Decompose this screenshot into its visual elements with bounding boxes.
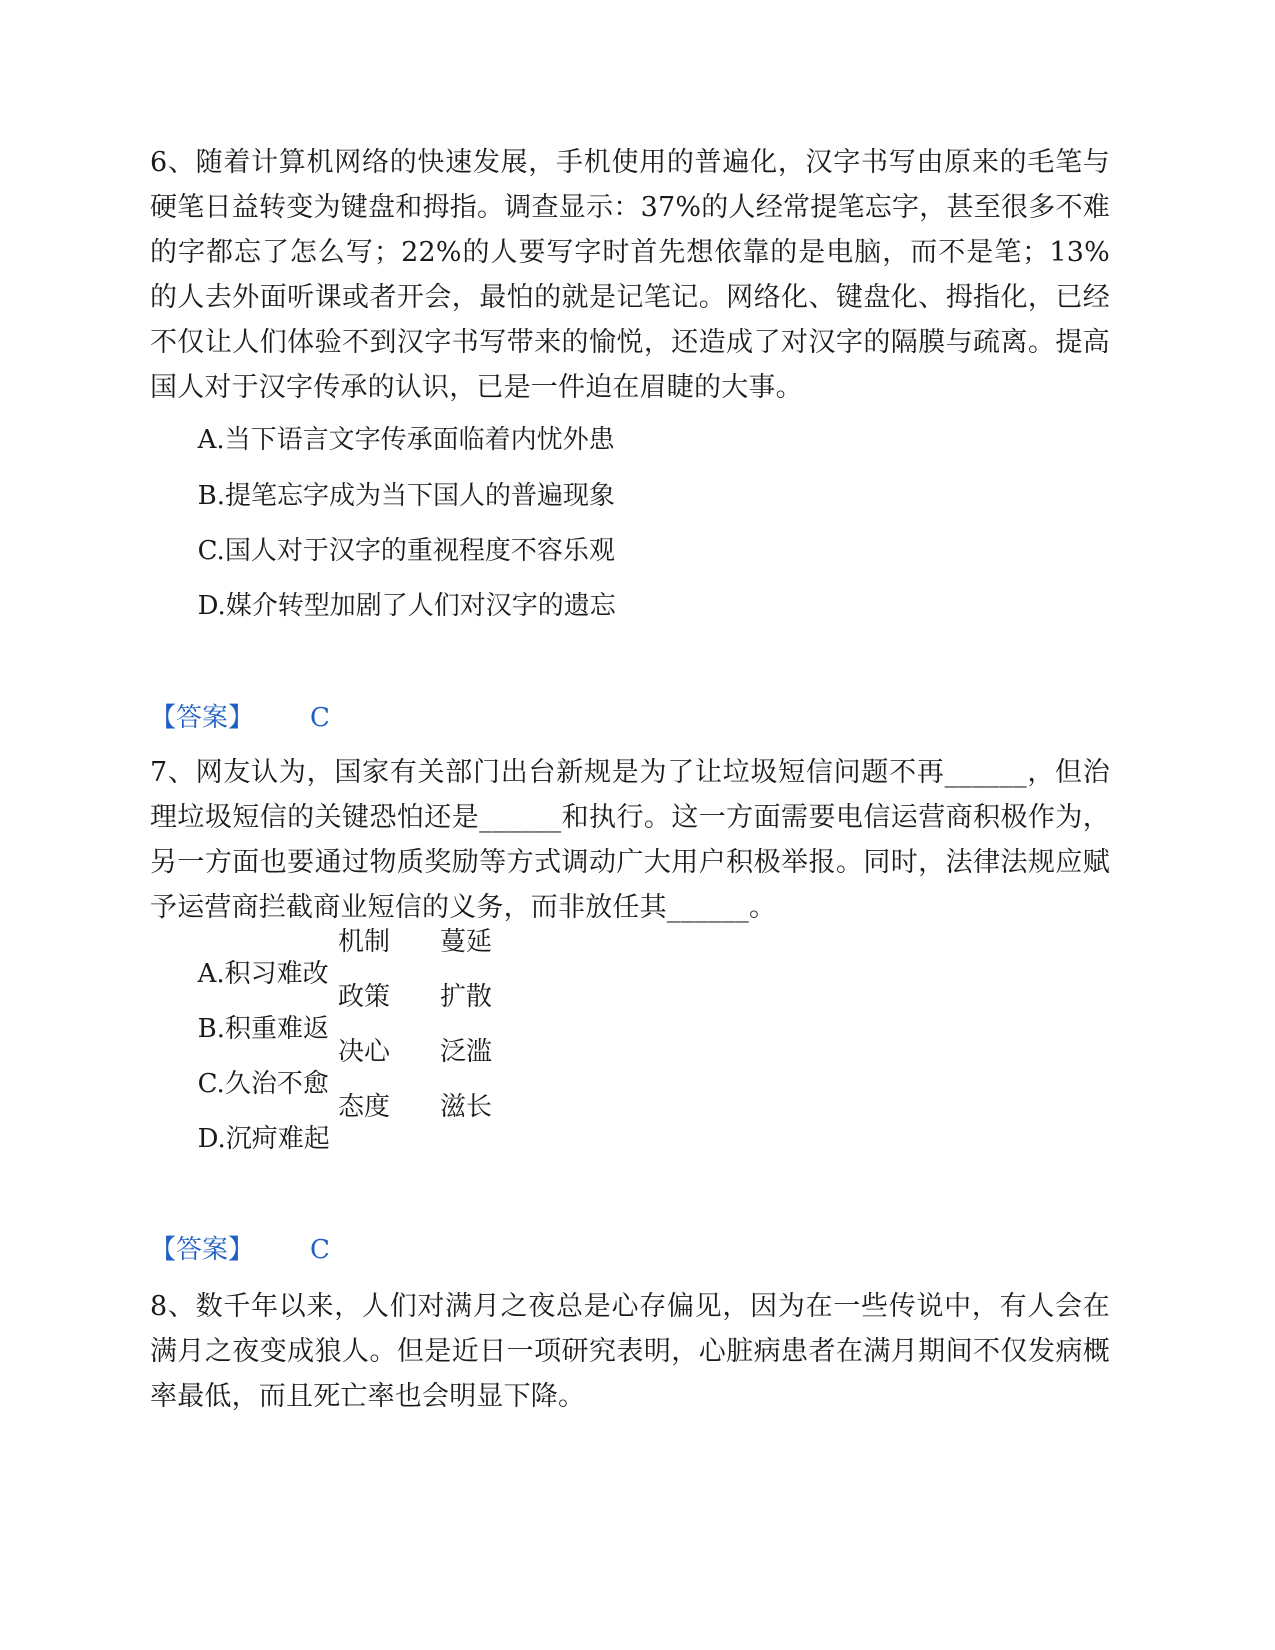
option-7b — [148, 981, 748, 1044]
option-text: 当下语言文字传承面临着内忧外患 — [224, 425, 615, 455]
option-word-1: 沉疴难起 — [225, 1124, 330, 1154]
option-7c — [148, 1036, 748, 1099]
option-6c — [148, 503, 615, 566]
answer-6 — [150, 702, 330, 734]
option-letter: B. — [197, 1014, 225, 1044]
answer-label: 【答案】 — [150, 703, 255, 733]
option-letter: C. — [197, 1069, 225, 1099]
option-word-1: 积重难返 — [224, 1014, 329, 1044]
option-letter: D. — [197, 1124, 226, 1154]
option-word-2: 政策 — [338, 982, 391, 1012]
option-7a — [148, 926, 748, 989]
option-word-2: 决心 — [338, 1037, 391, 1067]
option-text: 国人对于汉字的重视程度不容乐观 — [224, 536, 615, 566]
answer-value: C — [310, 703, 330, 733]
option-text: 提笔忘字成为当下国人的普遍现象 — [224, 481, 615, 511]
option-word-1: 久治不愈 — [224, 1069, 329, 1099]
option-6b — [148, 448, 615, 511]
question-6-stem: 6、随着计算机网络的快速发展，手机使用的普遍化，汉字书写由原来的毛笔与硬笔日益转变为键盘和拇指。调查显示：37%的人经常提笔忘字，甚至很多不难的字都忘了怎么写；22%的人要写字时首先想依靠的是电脑，而不是笔；13%的人去外面听课或者开会，最怕的就是记笔记。网络化、键盘化、拇指化，已经不仅让人们体验不到汉字书写带来的愉悦，还造成了对汉字的隔膜与疏离。提高国人对于汉字传承的认识，已是一件迫在眉睫的大事。 — [150, 147, 1110, 403]
option-word-2: 机制 — [338, 927, 391, 957]
option-word-3: 滋长 — [440, 1092, 493, 1122]
answer-7 — [150, 1234, 330, 1266]
option-word-3: 蔓延 — [440, 927, 493, 957]
option-letter: D. — [197, 591, 226, 621]
option-text: 媒介转型加剧了人们对汉字的遗忘 — [225, 591, 616, 621]
option-letter: A. — [197, 425, 225, 455]
question-8 — [150, 1284, 1110, 1419]
option-letter: B. — [197, 481, 225, 511]
question-6 — [150, 140, 1110, 410]
question-8-stem: 8、数千年以来，人们对满月之夜总是心存偏见，因为在一些传说中，有人会在满月之夜变成狼人。但是近日一项研究表明，心脏病患者在满月期间不仅发病概率最低，而且死亡率也会明显下降。 — [150, 1291, 1110, 1412]
question-7 — [150, 750, 1110, 930]
option-letter: A. — [197, 959, 225, 989]
option-word-2: 态度 — [338, 1092, 391, 1122]
answer-label: 【答案】 — [150, 1235, 255, 1265]
question-7-stem: 7、网友认为，国家有关部门出台新规是为了让垃圾短信问题不再______，但治理垃圾短信的关键恐怕还是______和执行。这一方面需要电信运营商积极作为，另一方面也要通过物质奖励等方式调动广大用户积极举报。同时，法律法规应赋予运营商拦截商业短信的义务，而非放任其______。 — [150, 757, 1110, 923]
option-6a — [148, 392, 615, 455]
option-6d — [148, 558, 616, 621]
option-word-1: 积习难改 — [224, 959, 329, 989]
option-word-3: 泛滥 — [440, 1037, 493, 1067]
option-7d — [148, 1091, 748, 1154]
answer-value: C — [310, 1235, 330, 1265]
option-word-3: 扩散 — [440, 982, 493, 1012]
option-letter: C. — [197, 536, 225, 566]
